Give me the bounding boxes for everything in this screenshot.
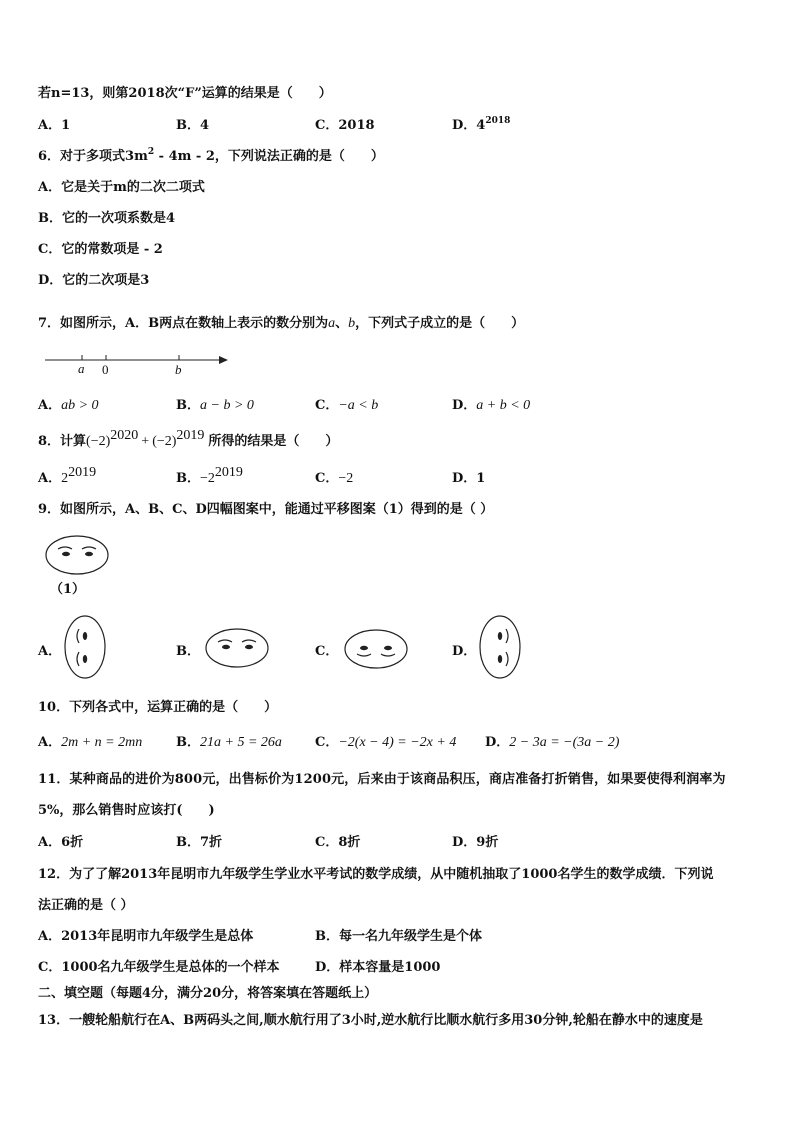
q11-option-b: B．7折 bbox=[176, 835, 223, 850]
q12-option-a: A．2013年昆明市九年级学生是总体 bbox=[38, 929, 254, 944]
q5-option-c: C．2018 bbox=[315, 118, 375, 133]
q11-option-a: A．6折 bbox=[38, 835, 84, 850]
face-option-b bbox=[206, 629, 268, 667]
face-option-c bbox=[345, 630, 407, 668]
q7-option-c: C．−a < b bbox=[315, 398, 379, 413]
q7-option-b: B．a − b > 0 bbox=[176, 398, 254, 413]
q10-option-a: A．2m + n = 2mn bbox=[38, 735, 143, 750]
figure-1-label: （1） bbox=[50, 582, 86, 597]
q12-option-b: B．每一名九年级学生是个体 bbox=[315, 929, 482, 944]
q11-option-d: D．9折 bbox=[452, 835, 499, 850]
q11-option-c: C．8折 bbox=[315, 835, 361, 850]
q8-option-c: C．−2 bbox=[315, 471, 354, 486]
q12-stem-line2: 法正确的是（ ） bbox=[38, 898, 134, 913]
q12-stem-line1: 12．为了了解2013年昆明市九年级学生学业水平考试的数学成绩，从中随机抽取了1000名学生的数学成绩．下列说 bbox=[38, 867, 714, 882]
q7-option-d: D．a + b < 0 bbox=[452, 398, 531, 413]
q10-option-d: D．2 − 3a = −(3a − 2) bbox=[485, 735, 620, 750]
q8-option-d: D．1 bbox=[452, 471, 486, 486]
q10-option-c: C．−2(x − 4) = −2x + 4 bbox=[315, 735, 457, 750]
q6-option-a: A．它是关于m的二次二项式 bbox=[38, 180, 205, 195]
q7-stem: 7．如图所示，A．B两点在数轴上表示的数分别为a、b，下列式子成立的是（ ） bbox=[38, 316, 525, 331]
q5-option-b: B．4 bbox=[176, 118, 210, 133]
q6-stem: 6．对于多项式$3m^2 - 4m - 2$，下列说法正确的是（ ） bbox=[38, 147, 384, 164]
face-option-a bbox=[65, 616, 105, 678]
q10-option-b: B．21a + 5 = 26a bbox=[176, 735, 282, 750]
q9-stem: 9．如图所示，A、B、C、D四幅图案中，能通过平移图案（1）得到的是（ ） bbox=[38, 502, 494, 517]
q8-option-b: B．$-2^{2019}$ bbox=[176, 465, 243, 486]
number-line-label-a: a bbox=[78, 361, 85, 376]
q6-option-c: C．它的常数项是 - 2 bbox=[38, 242, 163, 257]
q5-option-a: A．1 bbox=[38, 118, 71, 133]
face-option-d bbox=[480, 616, 520, 678]
q8-option-a: A．$2^{2019}$ bbox=[38, 465, 97, 486]
q6-option-d: D．它的二次项是3 bbox=[38, 273, 150, 288]
q7-option-a: A．ab > 0 bbox=[38, 398, 99, 413]
q10-stem: 10．下列各式中，运算正确的是（ ） bbox=[38, 700, 278, 715]
q5-stem: 若n=13，则第2018次“F”运算的结果是（ ） bbox=[38, 86, 332, 101]
q9-option-a-label: A． bbox=[38, 644, 62, 659]
q11-stem-line1: 11．某种商品的进价为800元，出售标价为1200元，后来由于该商品积压，商店准备打折销售，如果要使得利润率为 bbox=[38, 772, 726, 787]
q13-stem: 13．一艘轮船航行在A、B两码头之间,顺水航行用了3小时,逆水航行比顺水航行多用30分钟,轮船在静水中的速度是 bbox=[38, 1013, 703, 1028]
q9-option-c-label: C． bbox=[315, 644, 339, 659]
q9-option-d-label: D． bbox=[452, 644, 477, 659]
q5-option-d: D．$4^{2018}$ bbox=[452, 116, 511, 133]
q12-option-d: D．样本容量是1000 bbox=[315, 960, 441, 975]
face-figure-1 bbox=[46, 536, 108, 574]
q9-option-b-label: B． bbox=[176, 644, 200, 659]
q8-stem: 8．计算$(-2)^{2020} + (-2)^{2019}$ 所得的结果是（ ） bbox=[38, 428, 339, 449]
number-line-label-b: b bbox=[175, 362, 182, 377]
section-2-title: 二、填空题（每题4分，满分20分，将答案填在答题纸上） bbox=[38, 986, 378, 1001]
q6-option-b: B．它的一次项系数是4 bbox=[38, 211, 176, 226]
q11-stem-line2: 5%，那么销售时应该打( ) bbox=[38, 803, 215, 818]
number-line-label-0: 0 bbox=[102, 362, 109, 377]
q12-option-c: C．1000名九年级学生是总体的一个样本 bbox=[38, 960, 280, 975]
